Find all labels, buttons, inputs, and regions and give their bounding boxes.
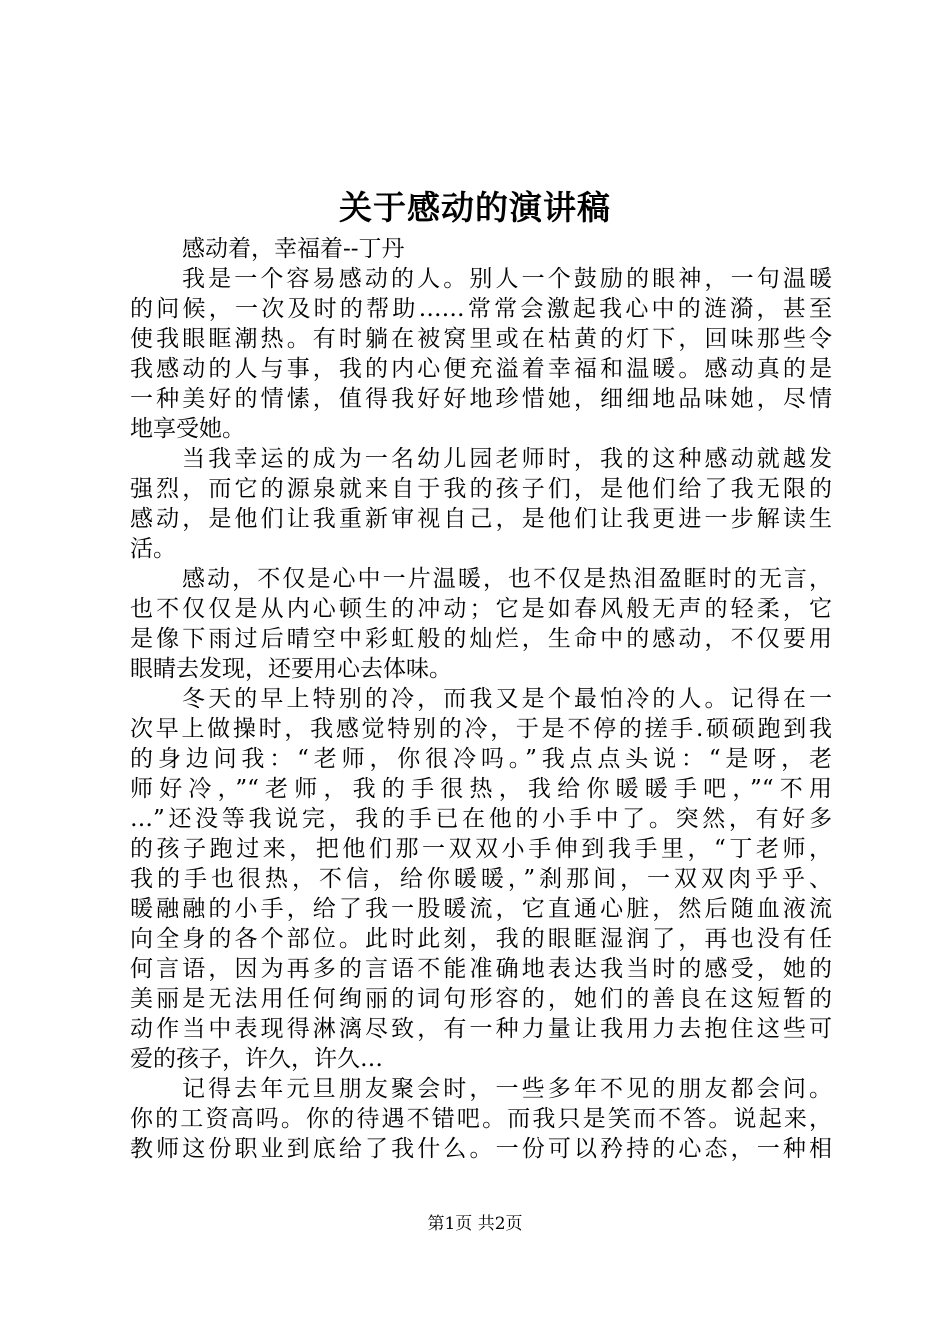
text-line: 师好冷，”“老师，我的手很热，我给你暖暖手吧，”“不用 [130, 776, 832, 802]
text-line: 我的手也很热，不信，给你暖暖，”刹那间，一双双肉乎乎、 [130, 866, 832, 892]
text-line: 当我幸运的成为一名幼儿园老师时，我的这种感动就越发 [182, 446, 832, 472]
text-line: 教师这份职业到底给了我什么。一份可以矜持的心态，一种相 [130, 1136, 832, 1162]
text-line: 一种美好的情愫，值得我好好地珍惜她，细细地品味她，尽情 [130, 386, 832, 412]
text-line: 我是一个容易感动的人。别人一个鼓励的眼神，一句温暖 [182, 266, 832, 292]
text-line: 何言语，因为再多的言语不能准确地表达我当时的感受，她的 [130, 956, 832, 982]
text-line: 感动，不仅是心中一片温暖，也不仅是热泪盈眶时的无言， [182, 566, 832, 592]
text-line: 的身边问我：“老师，你很冷吗。”我点点头说：“是呀，老 [130, 746, 832, 772]
text-line: 美丽是无法用任何绚丽的词句形容的，她们的善良在这短暂的 [130, 986, 832, 1012]
page-title: 关于感动的演讲稿 [339, 188, 611, 227]
text-line: 强烈，而它的源泉就来自于我的孩子们，是他们给了我无限的 [130, 476, 832, 502]
text-line: 感动着，幸福着--丁丹 [182, 236, 405, 262]
text-line: 眼睛去发现，还要用心去体味。 [130, 656, 452, 682]
text-line: …”还没等我说完，我的手已在他的小手中了。突然，有好多 [130, 806, 832, 832]
text-line: 暖融融的小手，给了我一股暖流，它直通心脏，然后随血液流 [130, 896, 832, 922]
text-line: 爱的孩子，许久，许久… [130, 1046, 383, 1072]
text-line: 的问候，一次及时的帮助……常常会激起我心中的涟漪，甚至 [130, 296, 832, 322]
text-line: 向全身的各个部位。此时此刻，我的眼眶湿润了，再也没有任 [130, 926, 832, 952]
text-line: 的孩子跑过来，把他们那一双双小手伸到我手里，“丁老师， [130, 836, 832, 862]
text-line: 活。 [130, 536, 176, 562]
page-footer: 第1页 共2页 [427, 1214, 523, 1234]
document-body [130, 234, 832, 1164]
text-line: 冬天的早上特别的冷，而我又是个最怕冷的人。记得在一 [182, 686, 832, 712]
text-line: 是像下雨过后晴空中彩虹般的灿烂，生命中的感动，不仅要用 [130, 626, 832, 652]
text-line: 你的工资高吗。你的待遇不错吧。而我只是笑而不答。说起来， [130, 1106, 832, 1132]
text-line: 感动，是他们让我重新审视自己，是他们让我更进一步解读生 [130, 506, 832, 532]
text-line: 动作当中表现得淋漓尽致，有一种力量让我用力去抱住这些可 [130, 1016, 832, 1042]
text-line: 记得去年元旦朋友聚会时，一些多年不见的朋友都会问。 [182, 1076, 832, 1102]
text-line: 次早上做操时，我感觉特别的冷，于是不停的搓手.硕硕跑到我 [130, 716, 832, 742]
text-line: 也不仅仅是从内心顿生的冲动；它是如春风般无声的轻柔，它 [130, 596, 832, 622]
text-line: 使我眼眶潮热。有时躺在被窝里或在枯黄的灯下，回味那些令 [130, 326, 832, 352]
text-line: 我感动的人与事，我的内心便充溢着幸福和温暖。感动真的是 [130, 356, 832, 382]
text-line: 地享受她。 [130, 416, 245, 442]
